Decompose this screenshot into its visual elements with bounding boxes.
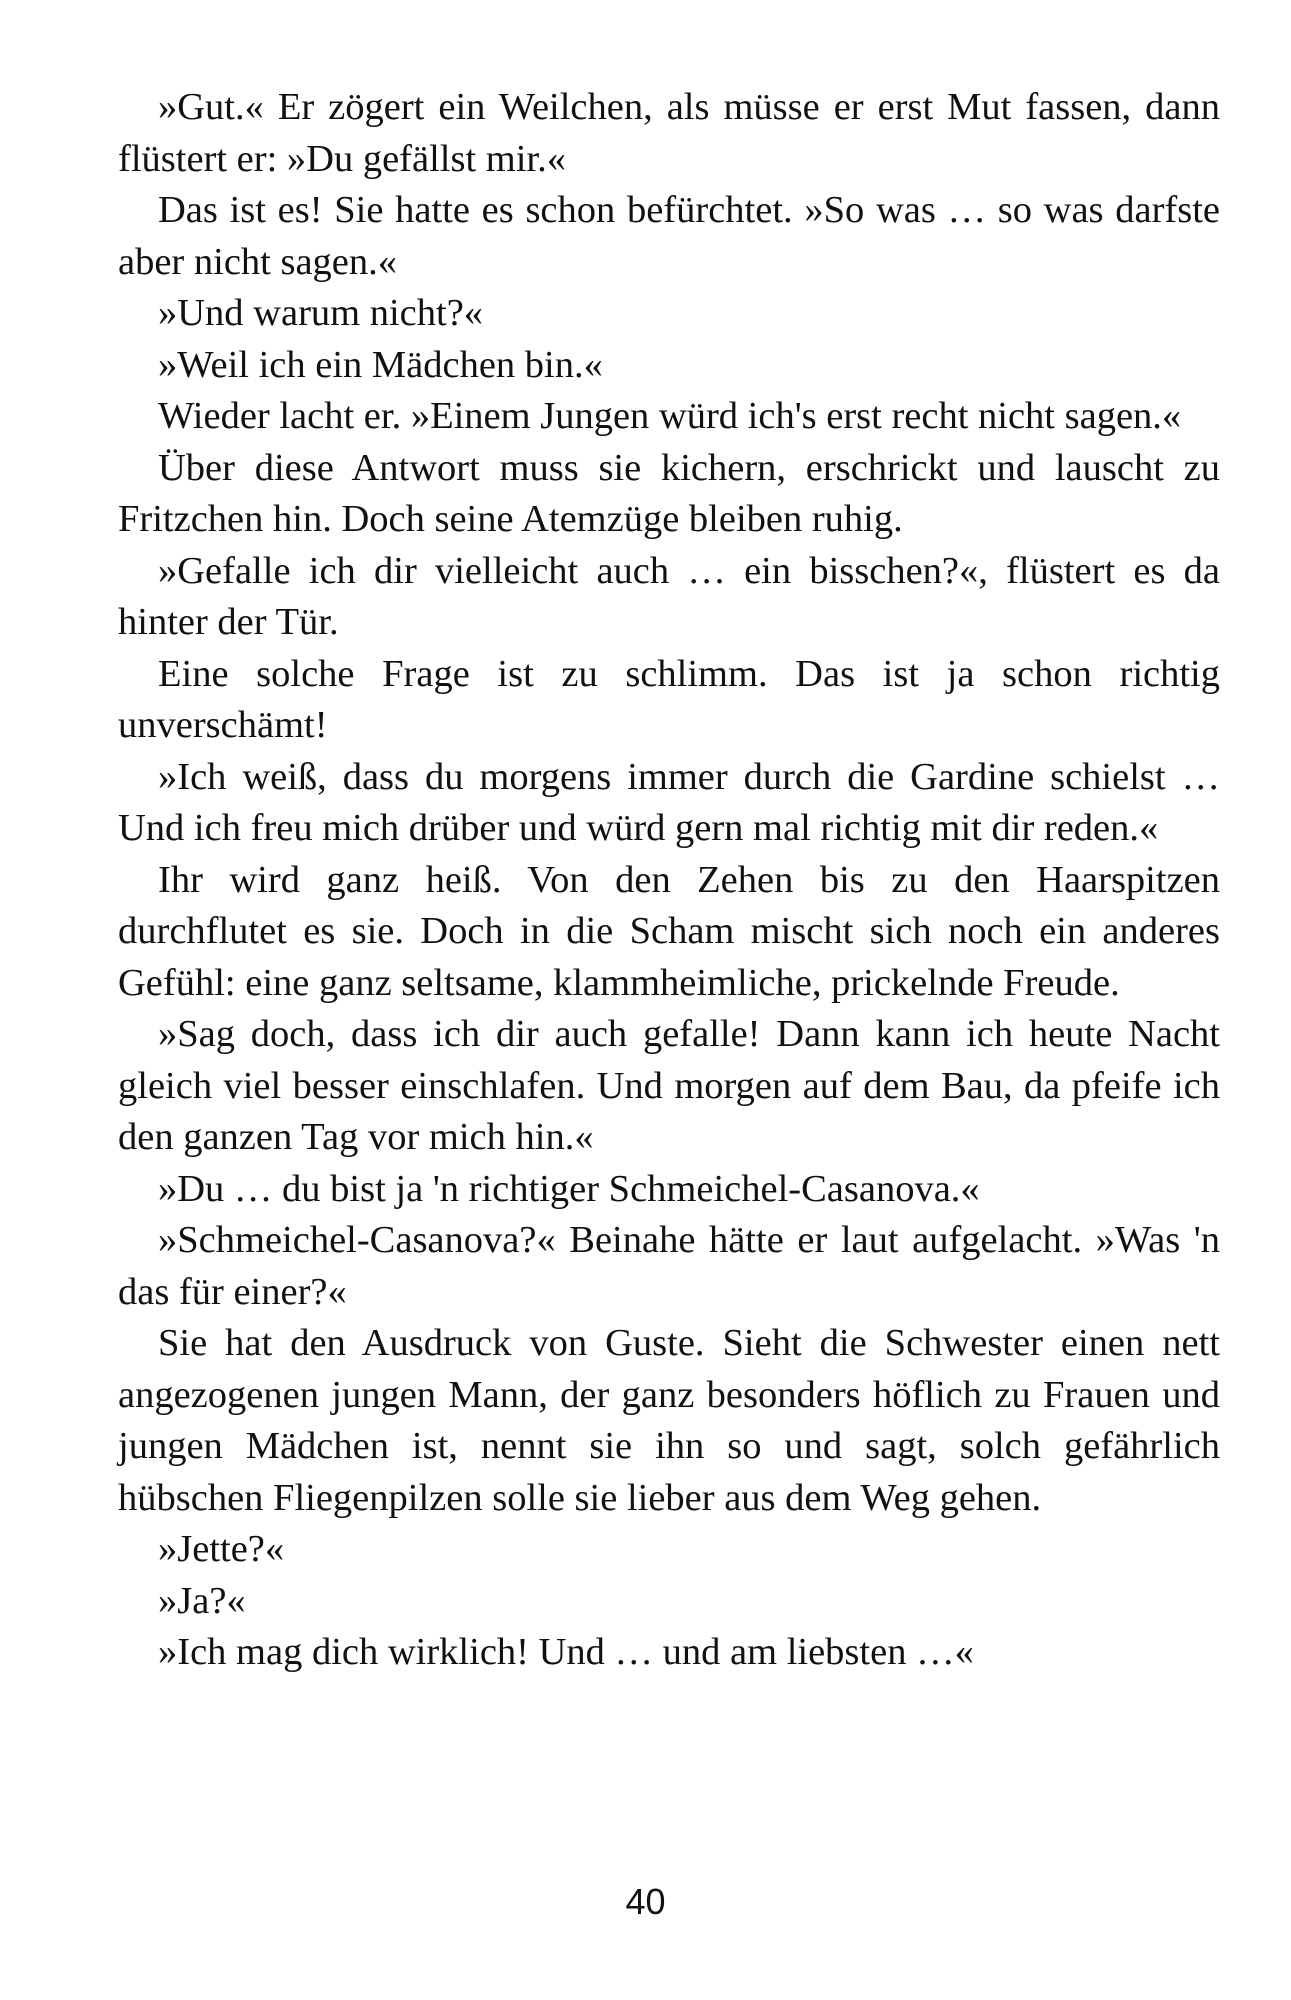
paragraph: Ihr wird ganz heiß. Von den Zehen bis zu den Haarspitzen durchflutet es sie. Doch in die Scham mischt sich noch ein anderes Gefühl: eine ganz seltsame, klammheimliche, prickelnde Freude. bbox=[118, 858, 1220, 1004]
paragraph: »Gefalle ich dir vielleicht auch … ein bisschen?«, flüstert es da hinter der Tür. bbox=[118, 549, 1220, 643]
paragraph: »Ich weiß, dass du morgens immer durch die Gardine schielst … Und ich freu mich drüber und würd gern mal richtig mit dir reden.« bbox=[118, 755, 1220, 849]
paragraph: »Schmeichel-Casanova?« Beinahe hätte er laut aufgelacht. »Was 'n das für einer?« bbox=[118, 1219, 1220, 1313]
paragraph: Wieder lacht er. »Einem Jungen würd ich's erst recht nicht sagen.« bbox=[158, 395, 1182, 437]
page-number: 40 bbox=[625, 1881, 666, 1922]
paragraph: »Und warum nicht?« bbox=[158, 292, 484, 334]
paragraph: »Ich mag dich wirklich! Und … und am liebsten …« bbox=[158, 1631, 974, 1673]
paragraph: Das ist es! Sie hatte es schon befürchtet. »So was … so was darfste aber nicht sagen.« bbox=[118, 189, 1220, 283]
paragraph: »Jette?« bbox=[158, 1528, 285, 1570]
paragraph: Über diese Antwort muss sie kichern, erschrickt und lauscht zu Fritzchen hin. Doch seine Atemzüge bleiben ruhig. bbox=[118, 446, 1220, 540]
paragraph: »Sag doch, dass ich dir auch gefalle! Dann kann ich heute Nacht gleich viel besser einschlafen. Und morgen auf dem Bau, da pfeife ich den ganzen Tag vor mich hin.« bbox=[118, 1013, 1220, 1158]
body-text bbox=[118, 82, 1220, 1679]
paragraph: »Weil ich ein Mädchen bin.« bbox=[158, 343, 603, 386]
paragraph: »Du … du bist ja 'n richtiger Schmeichel-Casanova.« bbox=[158, 1167, 980, 1210]
paragraph: Sie hat den Ausdruck von Guste. Sieht die Schwester einen nett angezogenen jungen Mann, der ganz besonders höflich zu Frauen und jungen Mädchen ist, nennt sie ihn so und sagt, solch gefährlich hübschen Fliegenpilzen solle sie lieber aus dem Weg gehen. bbox=[118, 1322, 1220, 1519]
paragraph: »Gut.« Er zögert ein Weilchen, als müsse er erst Mut fassen, dann flüstert er: »Du gefällst mir.« bbox=[118, 86, 1220, 180]
paragraph: Eine solche Frage ist zu schlimm. Das ist ja schon richtig unverschämt! bbox=[118, 652, 1220, 746]
paragraph: »Ja?« bbox=[158, 1579, 246, 1622]
